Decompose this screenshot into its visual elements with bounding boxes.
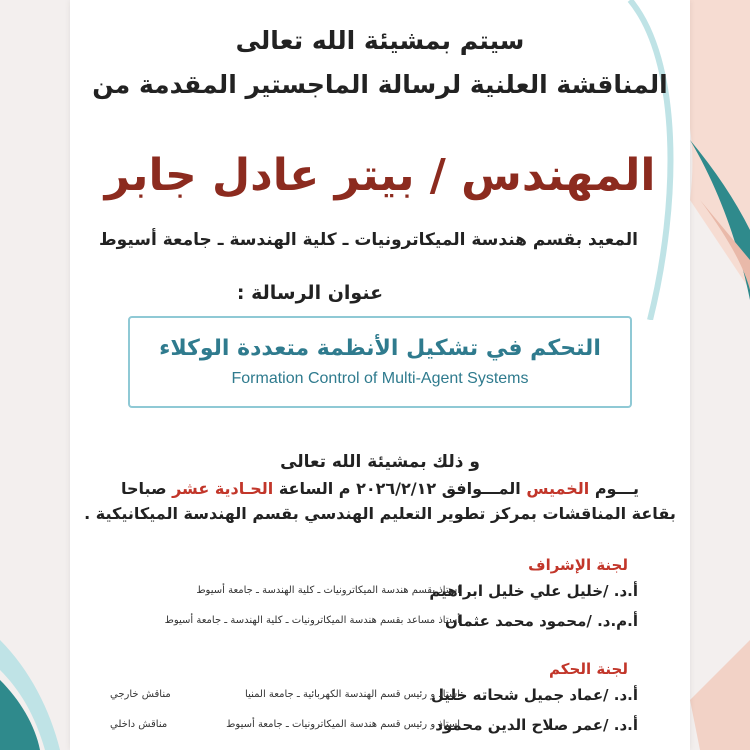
details-date-line	[70, 479, 690, 498]
thesis-title-box	[128, 316, 632, 408]
details-venue-line: بقاعة المناقشات بمركز تطوير التعليم الهندسي بقسم الهندسة الميكانيكية .	[84, 504, 676, 523]
member-role: مناقش داخلي	[110, 719, 168, 730]
hour-suffix: صباحا	[120, 479, 173, 498]
date-text: المـــوافق ٢٠٢٦/٢/١٢ م الساعة	[273, 479, 527, 498]
invitation-card	[70, 0, 690, 750]
member-role: مناقش خارجي	[110, 689, 171, 700]
hour-value: الحـادية عشر	[172, 479, 274, 498]
member-description: استاذ و رئيس قسم هندسة الميكاترونيات ـ جامعة أسيوط	[226, 719, 460, 730]
examiner-member	[110, 716, 650, 740]
thesis-title-english: Formation Control of Multi-Agent Systems	[231, 370, 529, 387]
member-name: أ.د. /عمر صلاح الدين محمود	[435, 716, 638, 734]
member-description: أستاذ مساعد بقسم هندسة الميكاترونيات ـ كلية الهندسة ـ جامعة أسيوط	[164, 615, 460, 626]
member-name: أ.د. /خليل علي خليل ابراهيم	[429, 582, 638, 600]
header-line-2: المناقشة العلنية لرسالة الماجستير المقدمة من	[92, 70, 668, 99]
member-name: أ.م.د. /محمود محمد عثمان	[444, 612, 638, 630]
supervision-title: لجنة الإشراف	[528, 556, 628, 574]
thesis-title-arabic: التحكم في تشكيل الأنظمة متعددة الوكلاء	[159, 336, 601, 361]
details-line-1: و ذلك بمشيئة الله تعالى	[280, 452, 480, 472]
header-line-1: سيتم بمشيئة الله تعالى	[235, 26, 525, 55]
day-value: الخميس	[526, 479, 590, 498]
supervision-member	[110, 612, 650, 636]
thesis-label: عنوان الرسالة :	[236, 282, 384, 304]
candidate-affiliation: المعيد بقسم هندسة الميكاترونيات ـ كلية الهندسة ـ جامعة أسيوط	[99, 230, 638, 250]
member-description: استاذ و رئيس قسم الهندسة الكهربائية ـ جامعة المنيا	[245, 689, 460, 700]
examiner-member	[110, 686, 650, 710]
member-description: استاذ بقسم هندسة الميكاترونيات ـ كلية الهندسة ـ جامعة أسيوط	[196, 585, 460, 596]
day-prefix: يـــوم	[589, 479, 639, 498]
member-name: أ.د. /عماد جميل شحاته خليل	[431, 686, 638, 704]
supervision-member	[110, 582, 650, 606]
candidate-name: المهندس / بيتر عادل جابر	[104, 150, 656, 201]
examiners-title: لجنة الحكم	[549, 660, 628, 678]
